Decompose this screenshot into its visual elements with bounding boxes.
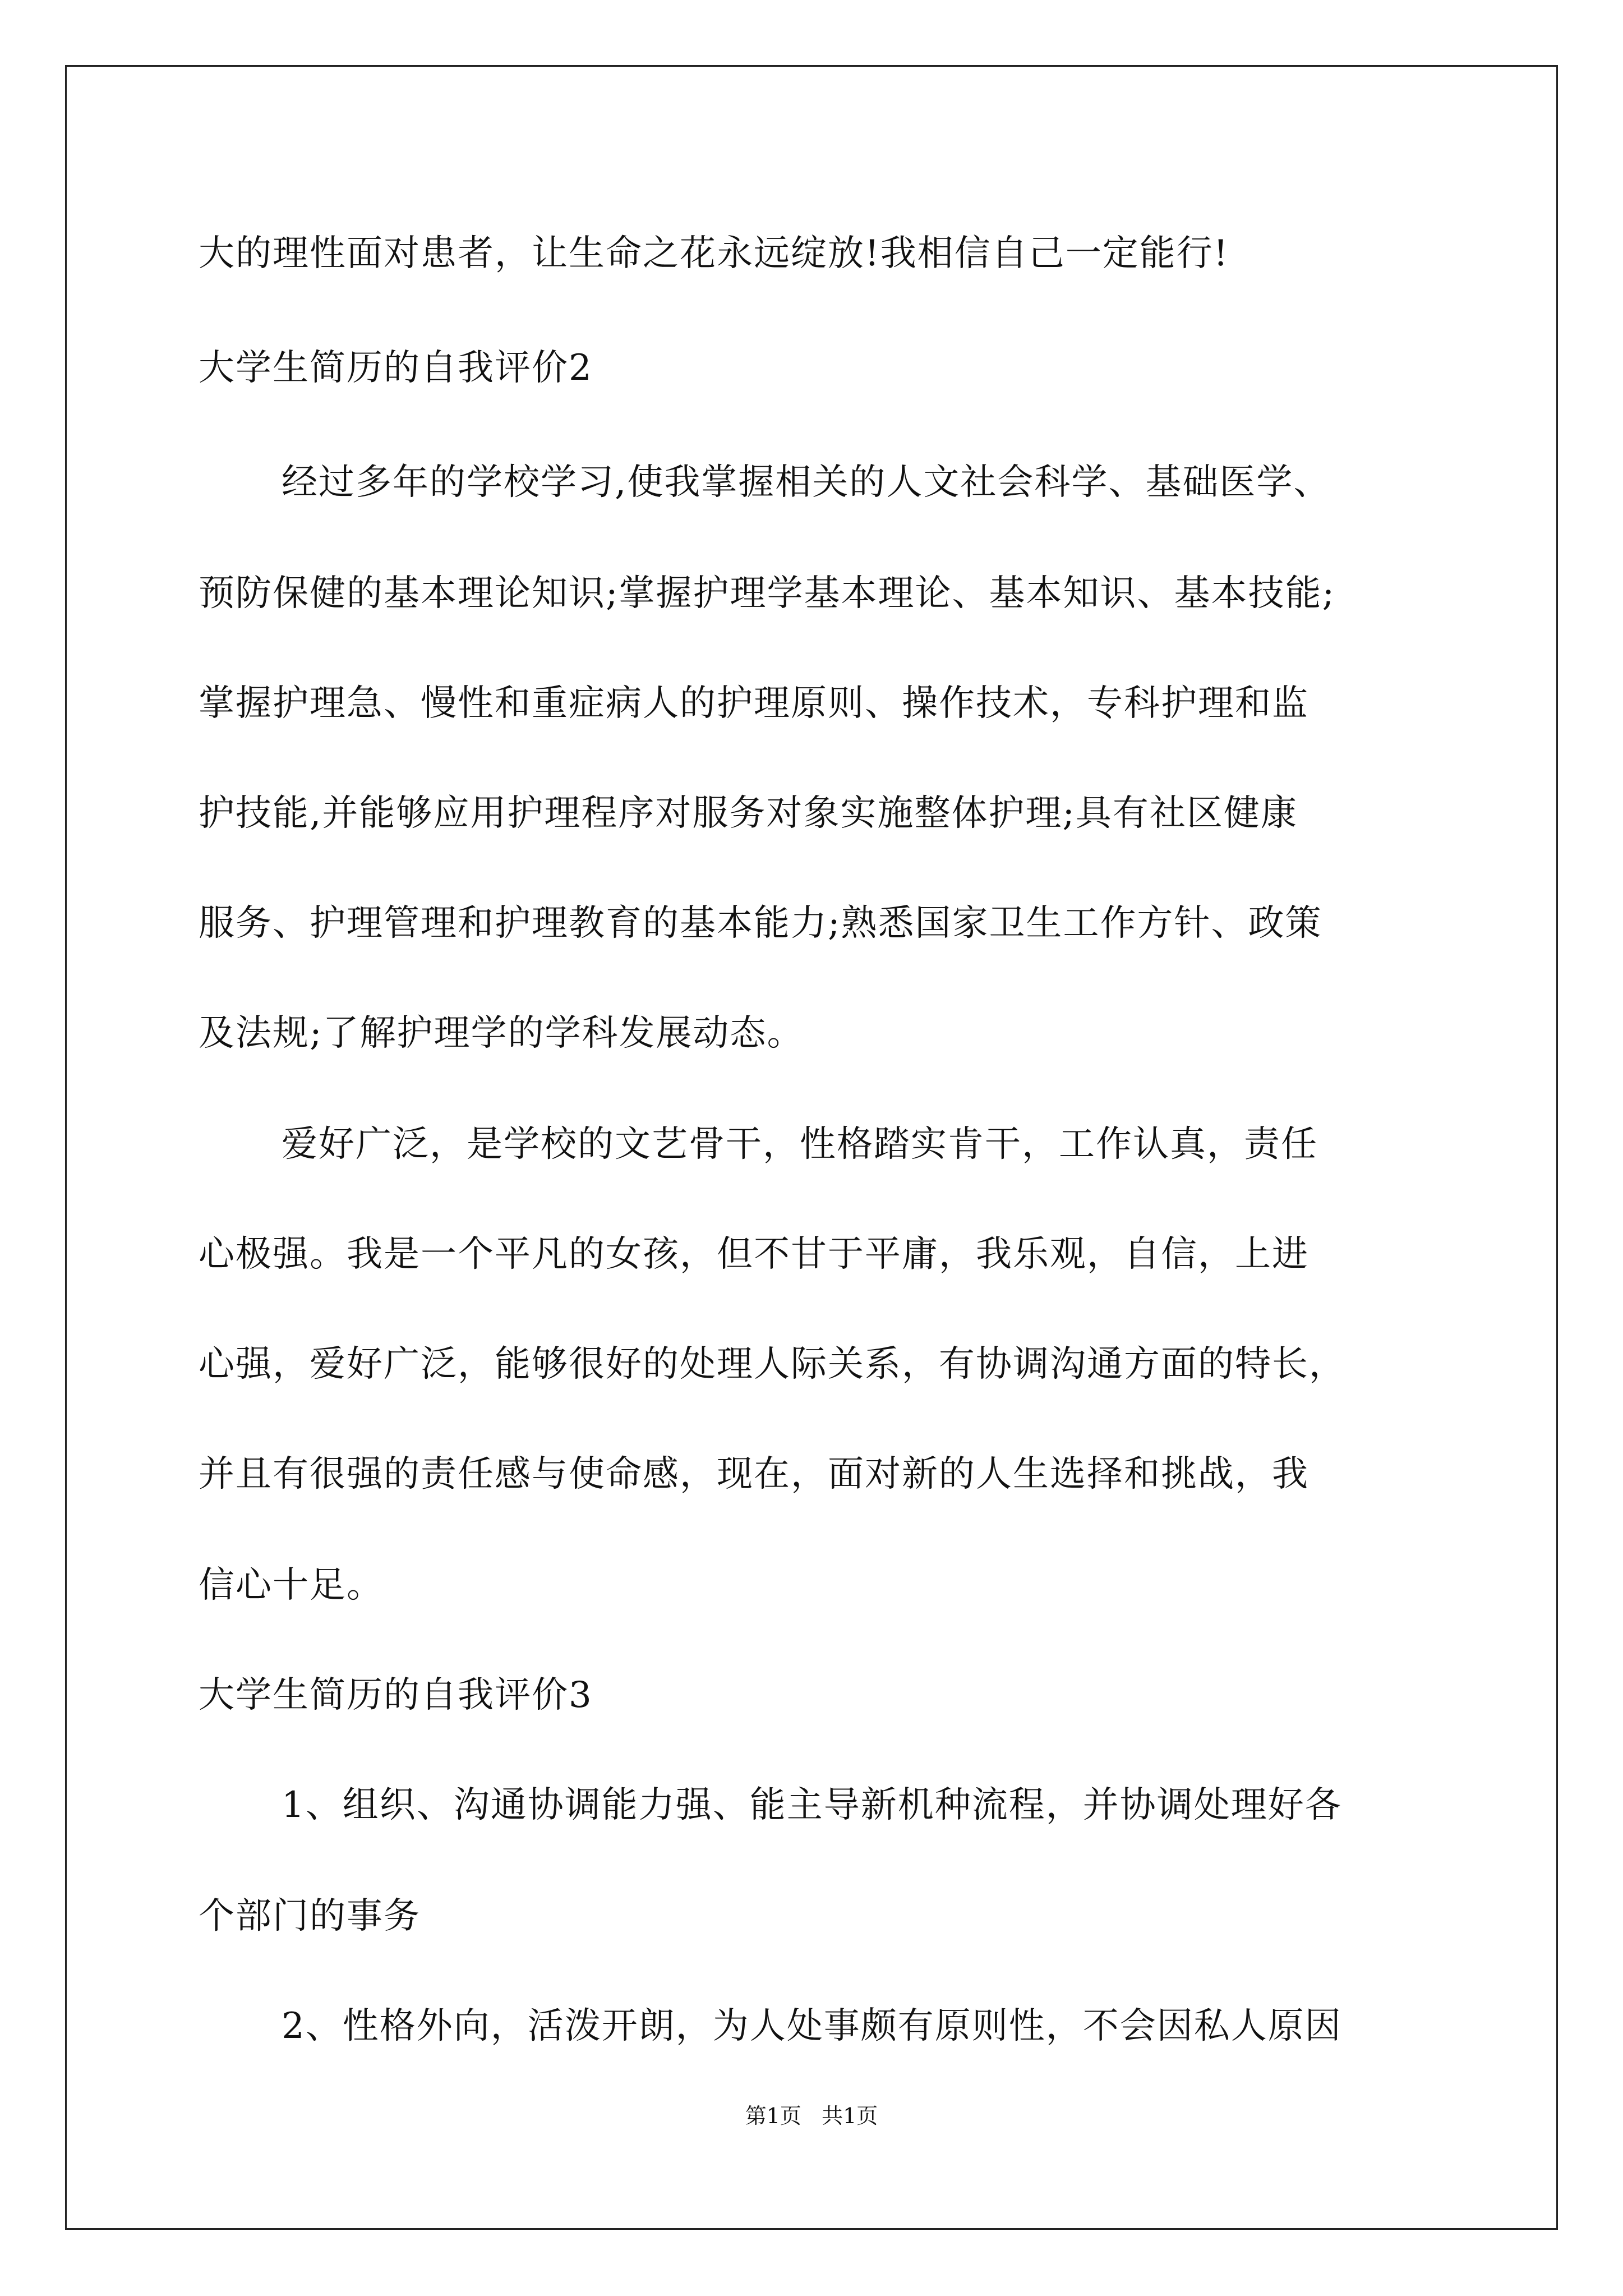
paragraph-line: 预防保健的基本理论知识;掌握护理学基本理论、基本知识、基本技能; xyxy=(199,573,1336,614)
page-number-footer: 第1页 共1页 xyxy=(745,2104,878,2128)
paragraph-line: 信心十足。 xyxy=(199,1565,384,1606)
paragraph-line: 2、性格外向，活泼开朗，为人处事颇有原则性，不会因私人原因 xyxy=(282,2005,1342,2047)
paragraph-line: 心极强。我是一个平凡的女孩，但不甘于平庸，我乐观，自信，上进 xyxy=(199,1234,1309,1275)
paragraph-line: 并且有很强的责任感与使命感，现在，面对新的人生选择和挑战，我 xyxy=(199,1453,1309,1495)
paragraph-line: 1、组织、沟通协调能力强、能主导新机种流程，并协调处理好各 xyxy=(282,1784,1342,1826)
paragraph-line: 及法规;了解护理学的学科发展动态。 xyxy=(199,1013,804,1054)
section-heading: 大学生简历的自我评价3 xyxy=(199,1674,593,1716)
paragraph-line: 护技能,并能够应用护理程序对服务对象实施整体护理;具有社区健康 xyxy=(199,793,1298,834)
paragraph-line: 经过多年的学校学习,使我掌握相关的人文社会科学、基础医学、 xyxy=(282,462,1331,503)
paragraph-line: 服务、护理管理和护理教育的基本能力;熟悉国家卫生工作方针、政策 xyxy=(199,903,1322,944)
paragraph-line: 大的理性面对患者，让生命之花永远绽放!我相信自己一定能行! xyxy=(199,233,1229,274)
paragraph-line: 爱好广泛，是学校的文艺骨干，性格踏实肯干，工作认真，责任 xyxy=(282,1124,1318,1165)
section-heading: 大学生简历的自我评价2 xyxy=(199,347,593,389)
paragraph-line: 个部门的事务 xyxy=(199,1895,421,1937)
paragraph-line: 掌握护理急、慢性和重症病人的护理原则、操作技术，专科护理和监 xyxy=(199,683,1309,724)
paragraph-line: 心强，爱好广泛，能够很好的处理人际关系，有协调沟通方面的特长， xyxy=(199,1343,1346,1385)
